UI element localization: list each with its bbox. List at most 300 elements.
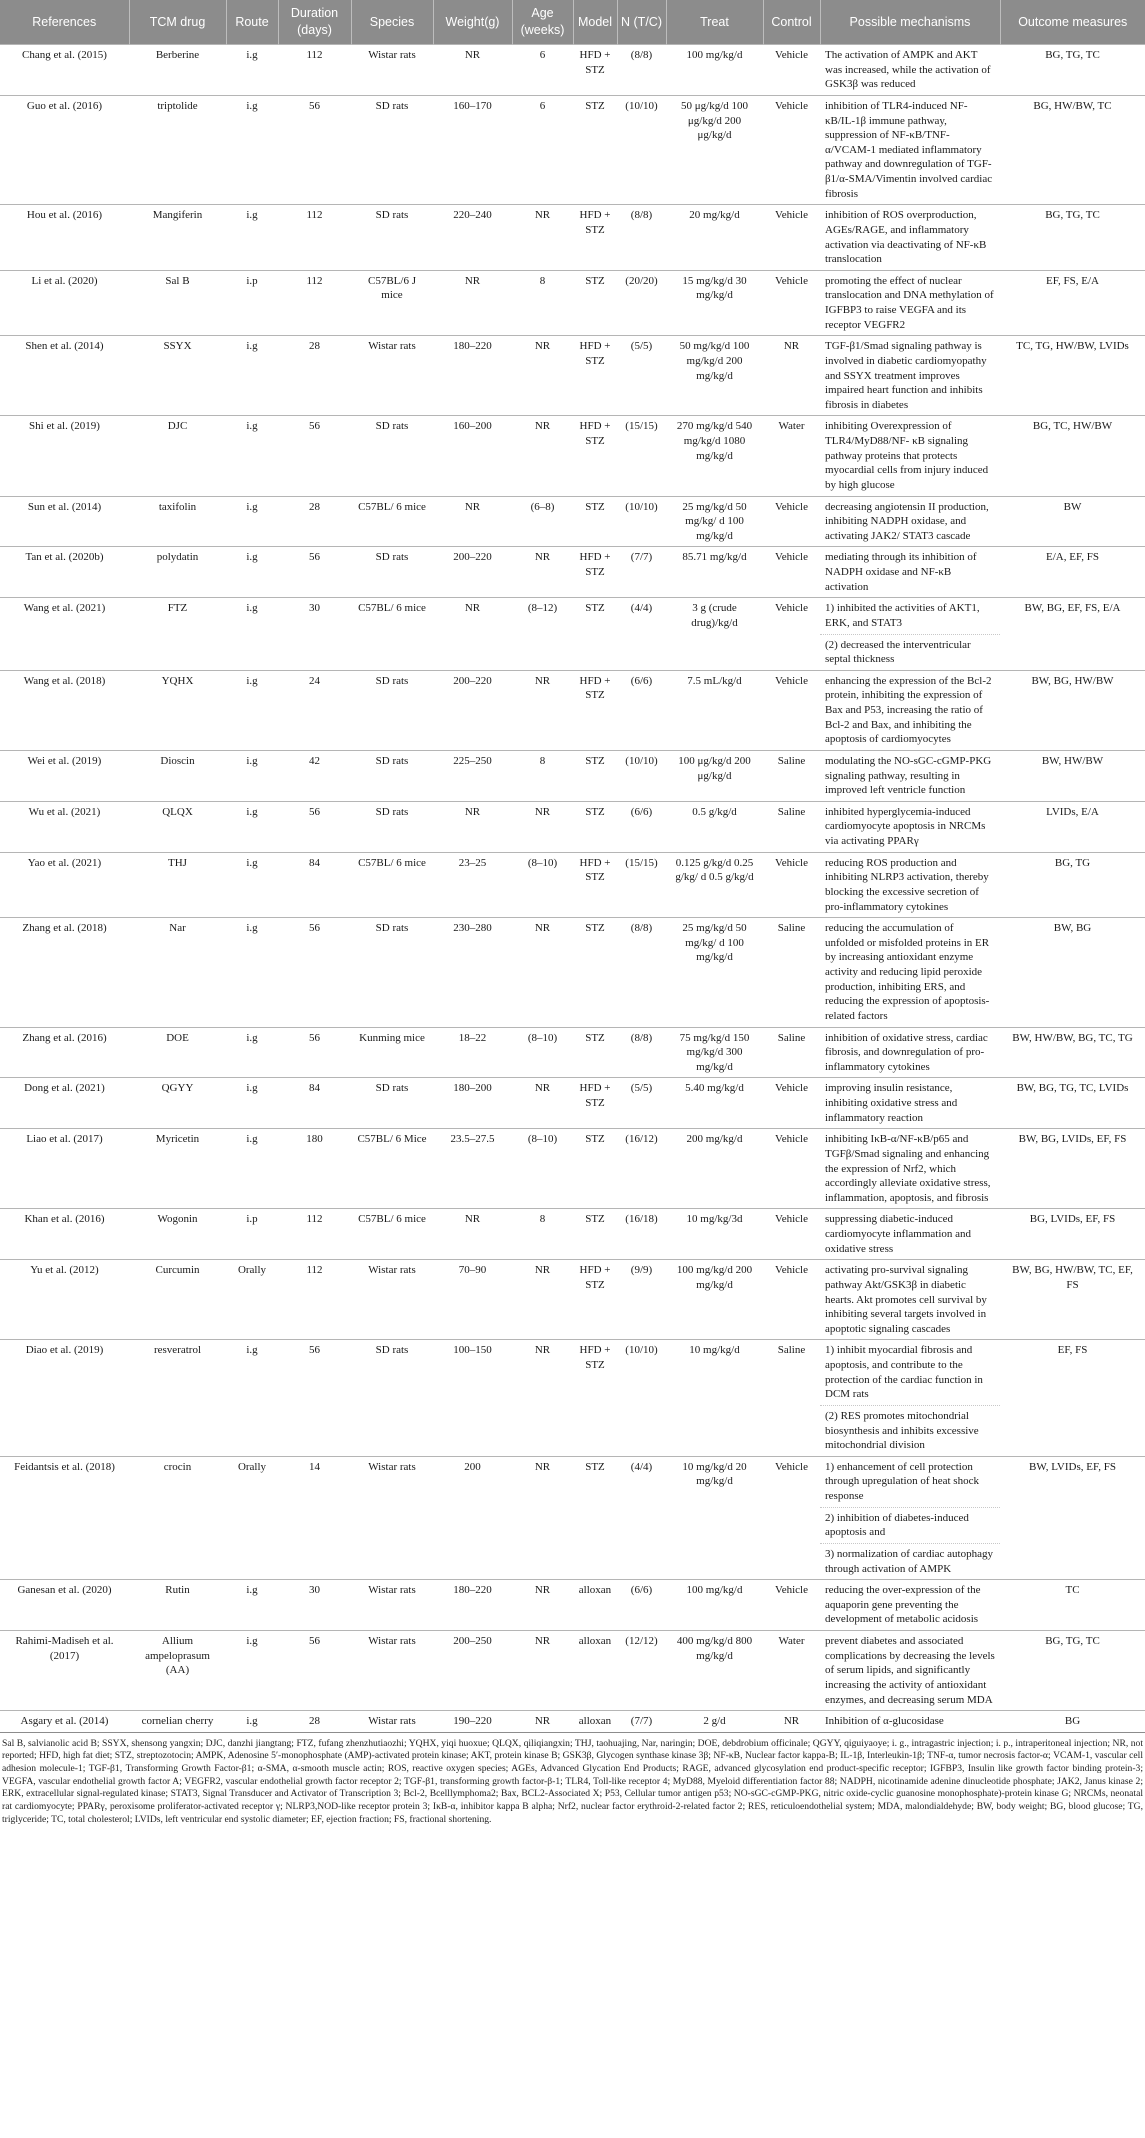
cell-control: Vehicle (763, 1129, 820, 1209)
cell-species: SD rats (351, 918, 433, 1027)
cell-treat: 400 mg/kg/d 800 mg/kg/d (666, 1631, 763, 1711)
cell-weight: NR (433, 496, 512, 547)
header-row (0, 0, 1145, 45)
cell-weight: 200–220 (433, 670, 512, 750)
cell-mechanism: The activation of AMPK and AKT was increased, while the activation of GSK3β was reduced (820, 45, 1000, 96)
cell-mechanism: 3) normalization of cardiac autophagy through activation of AMPK (820, 1543, 1000, 1579)
cell-treat: 85.71 mg/kg/d (666, 547, 763, 598)
cell-model: HFD + STZ (573, 670, 617, 750)
cell-weight: 100–150 (433, 1340, 512, 1456)
cell-age: NR (512, 336, 573, 416)
table-row (0, 1456, 1145, 1507)
cell-reference: Sun et al. (2014) (0, 496, 129, 547)
table-row (0, 1711, 1145, 1733)
cell-model: HFD + STZ (573, 45, 617, 96)
cell-reference: Dong et al. (2021) (0, 1078, 129, 1129)
cell-control: Vehicle (763, 1456, 820, 1579)
cell-duration: 56 (278, 547, 351, 598)
cell-reference: Hou et al. (2016) (0, 205, 129, 271)
cell-outcome: BG, TG, TC (1000, 1631, 1145, 1711)
cell-weight: 23–25 (433, 852, 512, 918)
cell-treat: 0.125 g/kg/d 0.25 g/kg/ d 0.5 g/kg/d (666, 852, 763, 918)
cell-model: STZ (573, 95, 617, 204)
cell-age: NR (512, 670, 573, 750)
table-row (0, 547, 1145, 598)
cell-treat: 200 mg/kg/d (666, 1129, 763, 1209)
cell-weight: NR (433, 801, 512, 852)
cell-species: Kunming mice (351, 1027, 433, 1078)
cell-age: 8 (512, 750, 573, 801)
cell-mechanism: promoting the effect of nuclear translocation and DNA methylation of IGFBP3 to raise VEGFA and its receptor VEGFR2 (820, 270, 1000, 336)
cell-reference: Wang et al. (2021) (0, 598, 129, 671)
table-row (0, 1580, 1145, 1631)
cell-treat: 15 mg/kg/d 30 mg/kg/d (666, 270, 763, 336)
cell-n: (6/6) (617, 1580, 666, 1631)
cell-control: Saline (763, 750, 820, 801)
cell-weight: 23.5–27.5 (433, 1129, 512, 1209)
cell-mechanism: 1) inhibited the activities of AKT1, ERK, and STAT3 (820, 598, 1000, 634)
cell-mechanism: Inhibition of α-glucosidase (820, 1711, 1000, 1733)
cell-age: 6 (512, 95, 573, 204)
cell-species: C57BL/ 6 mice (351, 598, 433, 671)
cell-n: (5/5) (617, 336, 666, 416)
cell-weight: 160–170 (433, 95, 512, 204)
cell-drug: THJ (129, 852, 226, 918)
table-row (0, 270, 1145, 336)
cell-mechanism: mediating through its inhibition of NADPH oxidase and NF-κB activation (820, 547, 1000, 598)
cell-control: Water (763, 1631, 820, 1711)
cell-duration: 28 (278, 1711, 351, 1733)
cell-route: i.g (226, 1340, 278, 1456)
cell-n: (7/7) (617, 1711, 666, 1733)
cell-model: alloxan (573, 1631, 617, 1711)
cell-reference: Liao et al. (2017) (0, 1129, 129, 1209)
column-header: Weight(g) (433, 0, 512, 45)
cell-model: HFD + STZ (573, 1078, 617, 1129)
cell-duration: 28 (278, 496, 351, 547)
cell-reference: Wei et al. (2019) (0, 750, 129, 801)
table-row (0, 1027, 1145, 1078)
cell-n: (6/6) (617, 670, 666, 750)
cell-age: (8–10) (512, 1129, 573, 1209)
cell-n: (20/20) (617, 270, 666, 336)
cell-control: Vehicle (763, 1260, 820, 1340)
cell-outcome: BG, TG (1000, 852, 1145, 918)
cell-age: NR (512, 1260, 573, 1340)
cell-control: NR (763, 336, 820, 416)
cell-age: NR (512, 801, 573, 852)
cell-mechanism: suppressing diabetic-induced cardiomyocyte inflammation and oxidative stress (820, 1209, 1000, 1260)
cell-route: i.g (226, 205, 278, 271)
cell-duration: 30 (278, 1580, 351, 1631)
cell-n: (7/7) (617, 547, 666, 598)
cell-weight: NR (433, 270, 512, 336)
cell-drug: Curcumin (129, 1260, 226, 1340)
cell-mechanism: inhibiting IκB-α/NF-κB/p65 and TGFβ/Smad signaling and enhancing the expression of Nrf2, which accordingly alleviate oxidative stress, inflammation, apoptosis, and fibrosis (820, 1129, 1000, 1209)
cell-treat: 20 mg/kg/d (666, 205, 763, 271)
cell-drug: QGYY (129, 1078, 226, 1129)
cell-duration: 28 (278, 336, 351, 416)
column-header: Treat (666, 0, 763, 45)
cell-route: i.g (226, 547, 278, 598)
column-header: N (T/C) (617, 0, 666, 45)
cell-weight: NR (433, 45, 512, 96)
cell-mechanism: improving insulin resistance, inhibiting oxidative stress and inflammatory reaction (820, 1078, 1000, 1129)
cell-species: C57BL/ 6 Mice (351, 1129, 433, 1209)
cell-drug: Sal B (129, 270, 226, 336)
cell-duration: 42 (278, 750, 351, 801)
cell-route: i.g (226, 95, 278, 204)
cell-species: C57BL/ 6 mice (351, 496, 433, 547)
cell-model: HFD + STZ (573, 547, 617, 598)
table-row (0, 45, 1145, 96)
cell-model: STZ (573, 1129, 617, 1209)
cell-duration: 56 (278, 95, 351, 204)
cell-drug: resveratrol (129, 1340, 226, 1456)
cell-n: (10/10) (617, 1340, 666, 1456)
cell-mechanism: reducing the over-expression of the aquaporin gene preventing the development of metabolic acidosis (820, 1580, 1000, 1631)
table-row (0, 1209, 1145, 1260)
cell-drug: DOE (129, 1027, 226, 1078)
column-header: TCM drug (129, 0, 226, 45)
cell-duration: 180 (278, 1129, 351, 1209)
cell-treat: 75 mg/kg/d 150 mg/kg/d 300 mg/kg/d (666, 1027, 763, 1078)
cell-species: Wistar rats (351, 45, 433, 96)
cell-n: (9/9) (617, 1260, 666, 1340)
cell-model: STZ (573, 598, 617, 671)
cell-weight: 190–220 (433, 1711, 512, 1733)
cell-outcome: TC (1000, 1580, 1145, 1631)
cell-weight: 220–240 (433, 205, 512, 271)
cell-age: NR (512, 1631, 573, 1711)
table-row (0, 1260, 1145, 1340)
cell-drug: polydatin (129, 547, 226, 598)
cell-route: Orally (226, 1260, 278, 1340)
cell-duration: 112 (278, 1209, 351, 1260)
cell-route: i.g (226, 801, 278, 852)
cell-outcome: E/A, EF, FS (1000, 547, 1145, 598)
cell-species: SD rats (351, 95, 433, 204)
cell-outcome: LVIDs, E/A (1000, 801, 1145, 852)
cell-weight: 230–280 (433, 918, 512, 1027)
cell-treat: 50 μg/kg/d 100 μg/kg/d 200 μg/kg/d (666, 95, 763, 204)
cell-outcome: BW, BG, HW/BW, TC, EF, FS (1000, 1260, 1145, 1340)
cell-n: (5/5) (617, 1078, 666, 1129)
cell-weight: 160–200 (433, 416, 512, 496)
cell-route: i.g (226, 1129, 278, 1209)
cell-reference: Zhang et al. (2018) (0, 918, 129, 1027)
cell-duration: 30 (278, 598, 351, 671)
cell-outcome: BG (1000, 1711, 1145, 1733)
cell-mechanism: enhancing the expression of the Bcl-2 protein, inhibiting the expression of Bax and P53, increasing the ratio of Bcl-2 and Bax, and inhibiting the apoptosis of cardiomyocytes (820, 670, 1000, 750)
cell-model: STZ (573, 1456, 617, 1579)
table-row (0, 1631, 1145, 1711)
cell-mechanism: modulating the NO-sGC-cGMP-PKG signaling pathway, resulting in improved left ventricle function (820, 750, 1000, 801)
column-header: Species (351, 0, 433, 45)
cell-treat: 25 mg/kg/d 50 mg/kg/ d 100 mg/kg/d (666, 918, 763, 1027)
cell-outcome: BG, TG, TC (1000, 45, 1145, 96)
cell-outcome: BG, HW/BW, TC (1000, 95, 1145, 204)
cell-age: NR (512, 1711, 573, 1733)
cell-model: STZ (573, 801, 617, 852)
cell-n: (15/15) (617, 852, 666, 918)
cell-model: HFD + STZ (573, 205, 617, 271)
cell-treat: 100 mg/kg/d (666, 45, 763, 96)
cell-duration: 14 (278, 1456, 351, 1579)
cell-reference: Rahimi-Madiseh et al. (2017) (0, 1631, 129, 1711)
cell-treat: 100 mg/kg/d (666, 1580, 763, 1631)
cell-duration: 24 (278, 670, 351, 750)
cell-control: Vehicle (763, 1078, 820, 1129)
cell-species: C57BL/ 6 mice (351, 852, 433, 918)
cell-drug: DJC (129, 416, 226, 496)
cell-treat: 10 mg/kg/d (666, 1340, 763, 1456)
cell-control: Vehicle (763, 670, 820, 750)
cell-control: Vehicle (763, 496, 820, 547)
cell-species: Wistar rats (351, 1711, 433, 1733)
cell-mechanism: prevent diabetes and associated complications by decreasing the levels of serum lipids, and significantly increasing the activity of antioxidant enzymes, and decreasing serum MDA (820, 1631, 1000, 1711)
cell-age: 8 (512, 270, 573, 336)
cell-model: HFD + STZ (573, 336, 617, 416)
cell-drug: Nar (129, 918, 226, 1027)
cell-species: SD rats (351, 205, 433, 271)
cell-mechanism: inhibited hyperglycemia-induced cardiomyocyte apoptosis in NRCMs via activating PPARγ (820, 801, 1000, 852)
cell-weight: 180–220 (433, 1580, 512, 1631)
cell-duration: 56 (278, 1631, 351, 1711)
cell-age: 8 (512, 1209, 573, 1260)
cell-control: Vehicle (763, 45, 820, 96)
cell-n: (10/10) (617, 496, 666, 547)
cell-mechanism: 2) inhibition of diabetes-induced apoptosis and (820, 1507, 1000, 1543)
cell-duration: 56 (278, 801, 351, 852)
cell-weight: NR (433, 598, 512, 671)
cell-age: 6 (512, 45, 573, 96)
cell-route: i.p (226, 1209, 278, 1260)
cell-drug: Berberine (129, 45, 226, 96)
cell-drug: QLQX (129, 801, 226, 852)
cell-outcome: BW, BG (1000, 918, 1145, 1027)
cell-route: i.p (226, 270, 278, 336)
cell-outcome: BW, HW/BW, BG, TC, TG (1000, 1027, 1145, 1078)
cell-age: NR (512, 416, 573, 496)
cell-treat: 2 g/d (666, 1711, 763, 1733)
cell-mechanism: (2) RES promotes mitochondrial biosynthesis and inhibits excessive mitochondrial division (820, 1405, 1000, 1456)
cell-route: Orally (226, 1456, 278, 1579)
cell-reference: Khan et al. (2016) (0, 1209, 129, 1260)
cell-control: Vehicle (763, 852, 820, 918)
table-row (0, 598, 1145, 634)
cell-model: STZ (573, 270, 617, 336)
cell-control: Saline (763, 918, 820, 1027)
column-header: Control (763, 0, 820, 45)
table-row (0, 918, 1145, 1027)
cell-route: i.g (226, 918, 278, 1027)
cell-reference: Ganesan et al. (2020) (0, 1580, 129, 1631)
cell-mechanism: inhibiting Overexpression of TLR4/MyD88/NF- κB signaling pathway proteins that protects myocardial cells from injury induced by high glucose (820, 416, 1000, 496)
table-row (0, 1078, 1145, 1129)
cell-duration: 112 (278, 270, 351, 336)
cell-duration: 84 (278, 852, 351, 918)
cell-species: C57BL/6 J mice (351, 270, 433, 336)
cell-reference: Zhang et al. (2016) (0, 1027, 129, 1078)
cell-control: Vehicle (763, 270, 820, 336)
cell-drug: Allium ampeloprasum (AA) (129, 1631, 226, 1711)
cell-outcome: BW, HW/BW (1000, 750, 1145, 801)
cell-drug: cornelian cherry (129, 1711, 226, 1733)
table-row (0, 750, 1145, 801)
cell-weight: 180–220 (433, 336, 512, 416)
cell-reference: Asgary et al. (2014) (0, 1711, 129, 1733)
cell-reference: Yu et al. (2012) (0, 1260, 129, 1340)
cell-outcome: BW, BG, LVIDs, EF, FS (1000, 1129, 1145, 1209)
cell-species: Wistar rats (351, 1456, 433, 1579)
column-header: References (0, 0, 129, 45)
cell-treat: 270 mg/kg/d 540 mg/kg/d 1080 mg/kg/d (666, 416, 763, 496)
cell-control: Vehicle (763, 547, 820, 598)
cell-age: (8–10) (512, 1027, 573, 1078)
cell-model: HFD + STZ (573, 1340, 617, 1456)
cell-treat: 50 mg/kg/d 100 mg/kg/d 200 mg/kg/d (666, 336, 763, 416)
cell-route: i.g (226, 1027, 278, 1078)
cell-mechanism: decreasing angiotensin II production, inhibiting NADPH oxidase, and activating JAK2/ STAT3 cascade (820, 496, 1000, 547)
cell-drug: triptolide (129, 95, 226, 204)
cell-species: SD rats (351, 1078, 433, 1129)
cell-n: (6/6) (617, 801, 666, 852)
cell-duration: 56 (278, 1027, 351, 1078)
cell-drug: Dioscin (129, 750, 226, 801)
cell-route: i.g (226, 852, 278, 918)
cell-mechanism: (2) decreased the interventricular septal thickness (820, 634, 1000, 670)
cell-control: Saline (763, 801, 820, 852)
cell-age: NR (512, 918, 573, 1027)
cell-n: (16/12) (617, 1129, 666, 1209)
cell-duration: 112 (278, 45, 351, 96)
column-header: Duration (days) (278, 0, 351, 45)
cell-n: (4/4) (617, 1456, 666, 1579)
cell-age: NR (512, 547, 573, 598)
cell-model: HFD + STZ (573, 852, 617, 918)
cell-model: HFD + STZ (573, 1260, 617, 1340)
cell-route: i.g (226, 1711, 278, 1733)
cell-mechanism: 1) inhibit myocardial fibrosis and apoptosis, and contribute to the protection of the cardiac function in DCM rats (820, 1340, 1000, 1406)
cell-model: alloxan (573, 1711, 617, 1733)
column-header: Possible mechanisms (820, 0, 1000, 45)
table-row (0, 205, 1145, 271)
cell-duration: 112 (278, 205, 351, 271)
cell-treat: 10 mg/kg/d 20 mg/kg/d (666, 1456, 763, 1579)
cell-model: HFD + STZ (573, 416, 617, 496)
cell-reference: Chang et al. (2015) (0, 45, 129, 96)
cell-weight: 180–200 (433, 1078, 512, 1129)
cell-mechanism: inhibition of TLR4-induced NF-κB/IL-1β immune pathway, suppression of NF-κB/TNF-α/VCAM-1 mediated inflammatory pathway and downregulation of TGF-β1/α-SMA/Vimentin involved cardiac fibrosis (820, 95, 1000, 204)
cell-route: i.g (226, 750, 278, 801)
cell-control: Vehicle (763, 95, 820, 204)
cell-model: STZ (573, 1027, 617, 1078)
cell-control: Vehicle (763, 1209, 820, 1260)
cell-outcome: BW, BG, HW/BW (1000, 670, 1145, 750)
cell-duration: 56 (278, 918, 351, 1027)
cell-n: (15/15) (617, 416, 666, 496)
cell-route: i.g (226, 1631, 278, 1711)
cell-n: (12/12) (617, 1631, 666, 1711)
cell-model: STZ (573, 496, 617, 547)
cell-weight: 18–22 (433, 1027, 512, 1078)
cell-model: STZ (573, 918, 617, 1027)
cell-model: STZ (573, 750, 617, 801)
cell-age: NR (512, 1580, 573, 1631)
cell-drug: YQHX (129, 670, 226, 750)
cell-weight: NR (433, 1209, 512, 1260)
table-row (0, 670, 1145, 750)
cell-weight: 200–220 (433, 547, 512, 598)
cell-duration: 56 (278, 416, 351, 496)
cell-n: (16/18) (617, 1209, 666, 1260)
cell-reference: Guo et al. (2016) (0, 95, 129, 204)
cell-age: NR (512, 1456, 573, 1579)
cell-control: Saline (763, 1340, 820, 1456)
cell-treat: 0.5 g/kg/d (666, 801, 763, 852)
table-body (0, 45, 1145, 1733)
cell-outcome: EF, FS, E/A (1000, 270, 1145, 336)
cell-model: STZ (573, 1209, 617, 1260)
cell-reference: Yao et al. (2021) (0, 852, 129, 918)
cell-route: i.g (226, 670, 278, 750)
cell-outcome: BW, BG, EF, FS, E/A (1000, 598, 1145, 671)
cell-control: Saline (763, 1027, 820, 1078)
table-row (0, 336, 1145, 416)
cell-mechanism: reducing the accumulation of unfolded or misfolded proteins in ER by increasing antioxidant enzyme activity and reducing lipid peroxide production, inhibiting ERS, and reducing the expression of apoptosis-related factors (820, 918, 1000, 1027)
cell-age: (8–10) (512, 852, 573, 918)
cell-treat: 3 g (crude drug)/kg/d (666, 598, 763, 671)
cell-reference: Diao et al. (2019) (0, 1340, 129, 1456)
cell-route: i.g (226, 1078, 278, 1129)
cell-species: Wistar rats (351, 336, 433, 416)
cell-weight: 200 (433, 1456, 512, 1579)
cell-reference: Feidantsis et al. (2018) (0, 1456, 129, 1579)
table-row (0, 416, 1145, 496)
cell-n: (8/8) (617, 918, 666, 1027)
cell-species: SD rats (351, 547, 433, 598)
cell-reference: Shi et al. (2019) (0, 416, 129, 496)
cell-mechanism: reducing ROS production and inhibiting NLRP3 activation, thereby blocking the excessive secretion of pro-inflammatory cytokines (820, 852, 1000, 918)
cell-age: NR (512, 1078, 573, 1129)
table-row (0, 1340, 1145, 1406)
cell-outcome: BG, TC, HW/BW (1000, 416, 1145, 496)
cell-reference: Li et al. (2020) (0, 270, 129, 336)
cell-n: (8/8) (617, 205, 666, 271)
cell-n: (4/4) (617, 598, 666, 671)
cell-outcome: BW, BG, TG, TC, LVIDs (1000, 1078, 1145, 1129)
table-header (0, 0, 1145, 45)
cell-route: i.g (226, 598, 278, 671)
cell-drug: FTZ (129, 598, 226, 671)
cell-route: i.g (226, 336, 278, 416)
cell-species: SD rats (351, 1340, 433, 1456)
cell-age: NR (512, 205, 573, 271)
cell-treat: 100 μg/kg/d 200 μg/kg/d (666, 750, 763, 801)
cell-n: (10/10) (617, 750, 666, 801)
column-header: Outcome measures (1000, 0, 1145, 45)
cell-reference: Wu et al. (2021) (0, 801, 129, 852)
cell-control: Vehicle (763, 1580, 820, 1631)
cell-species: Wistar rats (351, 1260, 433, 1340)
cell-treat: 7.5 mL/kg/d (666, 670, 763, 750)
cell-weight: 200–250 (433, 1631, 512, 1711)
cell-outcome: BG, LVIDs, EF, FS (1000, 1209, 1145, 1260)
cell-duration: 112 (278, 1260, 351, 1340)
cell-reference: Shen et al. (2014) (0, 336, 129, 416)
cell-route: i.g (226, 416, 278, 496)
